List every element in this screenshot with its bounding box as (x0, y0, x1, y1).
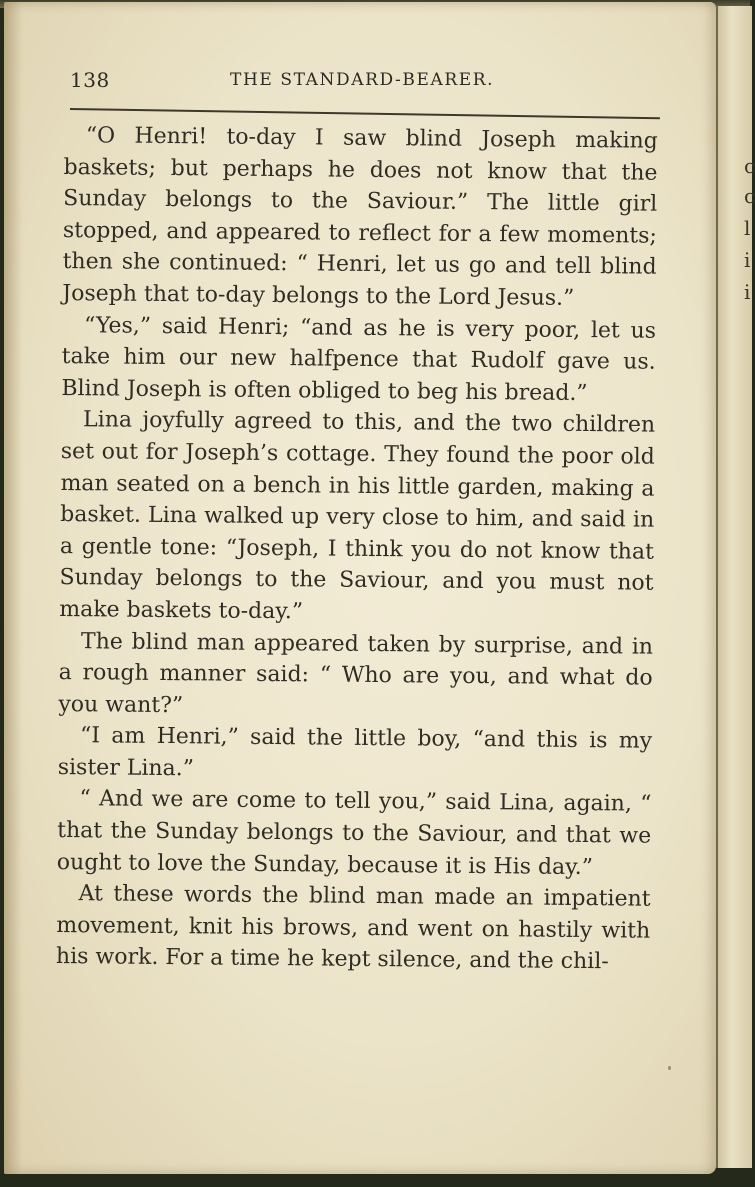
gutter-shadow (4, 2, 22, 1174)
paragraph: “ And we are come to tell you,” said Lina, again, “ that the Sunday belongs to the Saviour, and that we ought to love the Sunday, because it is His day.” (56, 786, 652, 880)
paragraph: “I am Henri,” said the little boy, “and this is my sister Lina.” (57, 723, 653, 782)
paragraph: The blind man appeared taken by surprise, and in a rough manner said: “ Who are you, and what do you want?” (58, 628, 654, 718)
adjacent-page-letter: l (744, 216, 751, 240)
adjacent-page-edge (716, 6, 755, 1168)
adjacent-page-letter: i (744, 248, 751, 272)
running-title: THE STANDARD-BEARER. (230, 70, 495, 90)
paragraph: “Yes,” said Henri; “and as he is very poor, let us take him our new halfpence that Rudolf gave us. Blind Joseph is often obliged to beg his bread.” (61, 312, 657, 406)
body-text (56, 120, 658, 979)
page-header (70, 66, 662, 98)
page-number: 138 (70, 68, 110, 92)
paragraph: “O Henri! to-day I saw blind Joseph making baskets; but perhaps he does not know that the Sunday belongs to the Saviour.” The little girl stopped, and appeared to reflect for a few moments; then she continued: “ Henri, let us go and tell blind Joseph that to-day belongs to the Lord Jesus.” (62, 123, 658, 311)
paper-speck (668, 1066, 671, 1070)
paragraph: At these words the blind man made an impatient movement, knit his brows, and went on hastily with his work. For a time he kept silence, and the chil- (55, 881, 651, 975)
adjacent-page-letter: i (744, 280, 751, 304)
adjacent-page-letter: c (744, 154, 755, 178)
adjacent-page-letter: c (744, 184, 755, 208)
paragraph: Lina joyfully agreed to this, and the two children set out for Joseph’s cottage. They found the poor old man seated on a bench in his little garden, making a basket. Lina walked up very close to him, and said in a gentle tone: “Joseph, I think you do not know that Sunday belongs to the Saviour, and you must not make baskets to-day.” (59, 407, 656, 625)
